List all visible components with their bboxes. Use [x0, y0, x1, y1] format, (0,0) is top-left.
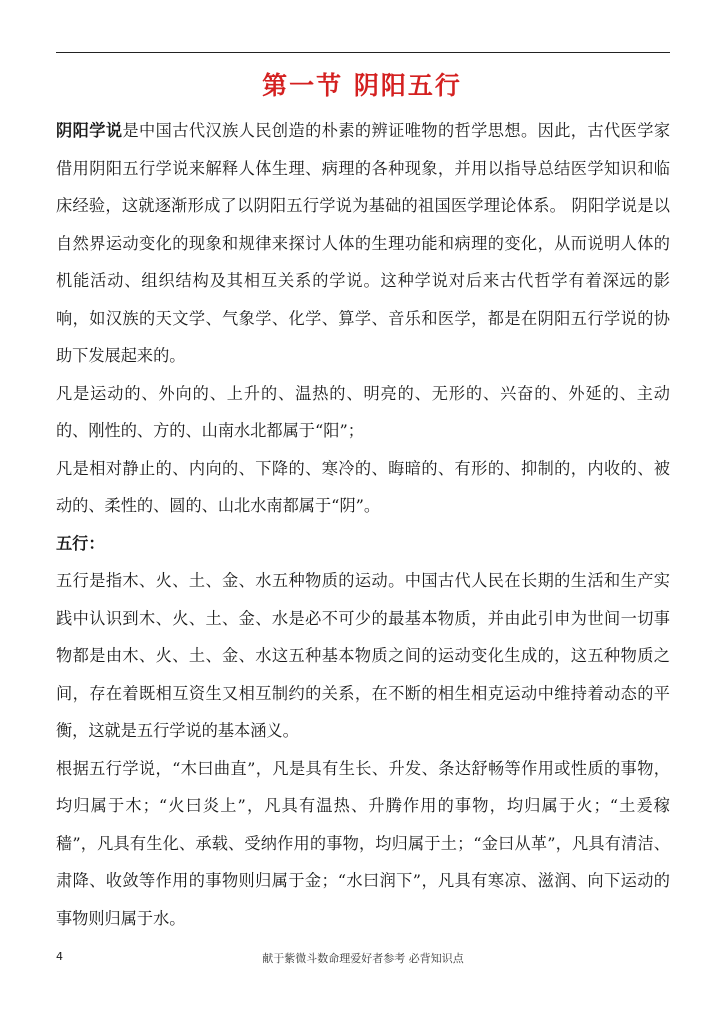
- section-title: 第一节 阴阳五行: [262, 71, 462, 100]
- intro-term: 阴阳学说: [56, 121, 123, 140]
- attribution-paragraph: 根据五行学说，“木曰曲直”，凡是具有生长、升发、条达舒畅等作用或性质的事物，均归属于木；“火曰炎上”，凡具有温热、升腾作用的事物，均归属于火；“土爰稼穑”，凡具有生化、承载、受纳作用的事物，均归属于土；“金曰从革”，凡具有清洁、肃降、收敛等作用的事物则归属于金；“水曰润下”，凡具有寒凉、滋润、向下运动的事物则归属于水。: [56, 758, 670, 928]
- footer-text: 献于紫微斗数命理爱好者参考 必背知识点: [262, 952, 464, 965]
- yin-paragraph: 凡是相对静止的、内向的、下降的、寒冷的、晦暗的、有形的、抑制的，内收的、被动的、柔性的、圆的、山北水南都属于“阴”。: [56, 458, 670, 515]
- wuxing-paragraph: 五行是指木、火、土、金、水五种物质的运动。中国古代人民在长期的生活和生产实践中认识到木、火、土、金、水是必不可少的最基本物质，并由此引申为世间一切事物都是由木、火、土、金、水这五种基本物质之间的运动变化生成的，这五种物质之间，存在着既相互资生又相互制约的关系，在不断的相生相克运动中维持着动态的平衡，这就是五行学说的基本涵义。: [56, 571, 670, 740]
- yang-paragraph: 凡是运动的、外向的、上升的、温热的、明亮的、无形的、兴奋的、外延的、主动的、刚性的、方的、山南水北都属于“阳”；: [56, 383, 670, 440]
- document-body: [56, 112, 670, 937]
- intro-paragraph: [56, 112, 670, 375]
- wuxing-heading: 五行：: [56, 533, 105, 553]
- intro-text: 是中国古代汉族人民创造的朴素的辨证唯物的哲学思想。因此，古代医学家借用阴阳五行学说来解释人体生理、病理的各种现象，并用以指导总结医学知识和临床经验，这就逐渐形成了以阴阳五行学说为基础的祖国医学理论体系。 阴阳学说是以自然界运动变化的现象和规律来探讨人体的生理功能和病理的变化，从而说明人体的机能活动、组织结构及其相互关系的学说。这种学说对后来古代哲学有着深远的影响，如汉族的天文学、气象学、化学、算学、音乐和医学，都是在阴阳五行学说的协助下发展起来的。: [56, 121, 671, 365]
- page-footer: [56, 950, 670, 968]
- header-rule: [56, 52, 670, 53]
- page-number: 4: [56, 950, 63, 963]
